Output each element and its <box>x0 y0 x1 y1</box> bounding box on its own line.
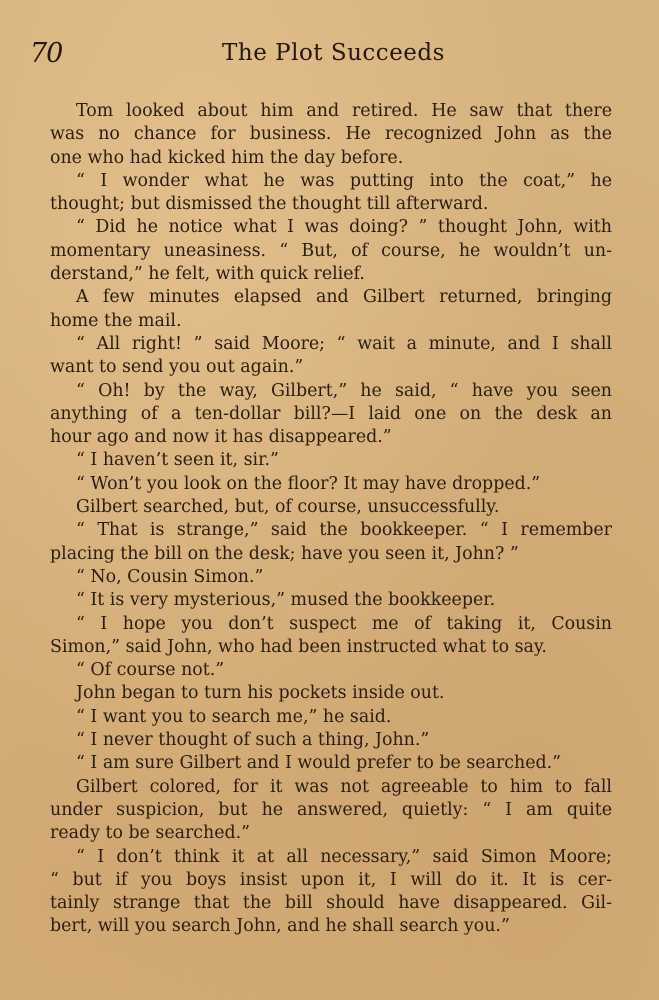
text-line: “ I wonder what he was putting into the coat,” he <box>76 170 612 191</box>
text-line: “ Won’t you look on the floor? It may have dropped.” <box>76 473 541 494</box>
text-line: Tom looked about him and retired. He saw that there <box>76 101 612 121</box>
page-header <box>0 36 659 76</box>
running-head: The Plot Succeeds <box>222 40 445 66</box>
text-line: “ That is strange,” said the bookkeeper. “ I remember <box>76 520 612 541</box>
body-text <box>50 100 612 939</box>
text-line: “ but if you boys insist upon it, I will do it. It is cer- <box>50 869 612 890</box>
text-line: A few minutes elapsed and Gilbert returned, bringing <box>76 287 612 308</box>
page-number: 70 <box>30 38 63 69</box>
text-line: home the mail. <box>50 310 182 331</box>
text-line: “ I want you to search me,” he said. <box>76 706 392 727</box>
text-line: “ All right! ” said Moore; “ wait a minute, and I shall <box>76 333 612 354</box>
text-line: “ Oh! by the way, Gilbert,” he said, “ have you seen <box>76 380 612 401</box>
text-line: “ No, Cousin Simon.” <box>76 566 264 587</box>
text-line: “ I hope you don’t suspect me of taking it, Cousin <box>76 613 612 634</box>
text-line: “ I am sure Gilbert and I would prefer to be searched.” <box>76 753 562 774</box>
text-line: placing the bill on the desk; have you seen it, John? ” <box>50 543 519 564</box>
text-line: tainly strange that the bill should have disappeared. Gil- <box>50 893 612 914</box>
text-line: “ Did he notice what I was doing? ” thought John, with <box>76 217 612 238</box>
text-line: hour ago and now it has disappeared.” <box>50 427 392 448</box>
text-line: one who had kicked him the day before. <box>50 147 404 168</box>
text-line: ready to be searched.” <box>50 823 251 844</box>
text-line: derstand,” he felt, with quick relief. <box>50 264 365 285</box>
text-line: “ I don’t think it at all necessary,” said Simon Moore; <box>76 846 612 867</box>
text-line: “ I haven’t seen it, sir.” <box>76 450 279 471</box>
text-line: Simon,” said John, who had been instructed what to say. <box>50 636 547 657</box>
text-line: thought; but dismissed the thought till afterward. <box>50 194 489 215</box>
text-line: Gilbert searched, but, of course, unsuccessfully. <box>76 497 500 518</box>
text-line: momentary uneasiness. “ But, of course, he wouldn’t un- <box>50 240 612 261</box>
text-line: want to send you out again.” <box>50 357 304 378</box>
text-line: “ I never thought of such a thing, John.” <box>76 730 430 751</box>
text-line: John began to turn his pockets inside out. <box>76 683 445 704</box>
text-line: was no chance for business. He recognized John as the <box>50 124 612 145</box>
text-line: under suspicion, but he answered, quietly: “ I am quite <box>50 799 612 820</box>
text-line: “ It is very mysterious,” mused the bookkeeper. <box>76 590 496 611</box>
text-line: bert, will you search John, and he shall search you.” <box>50 916 510 937</box>
text-line: Gilbert colored, for it was not agreeable to him to fall <box>76 776 612 797</box>
text-line: “ Of course not.” <box>76 660 225 681</box>
text-line: anything of a ten-dollar bill?—I laid one on the desk an <box>50 403 612 424</box>
